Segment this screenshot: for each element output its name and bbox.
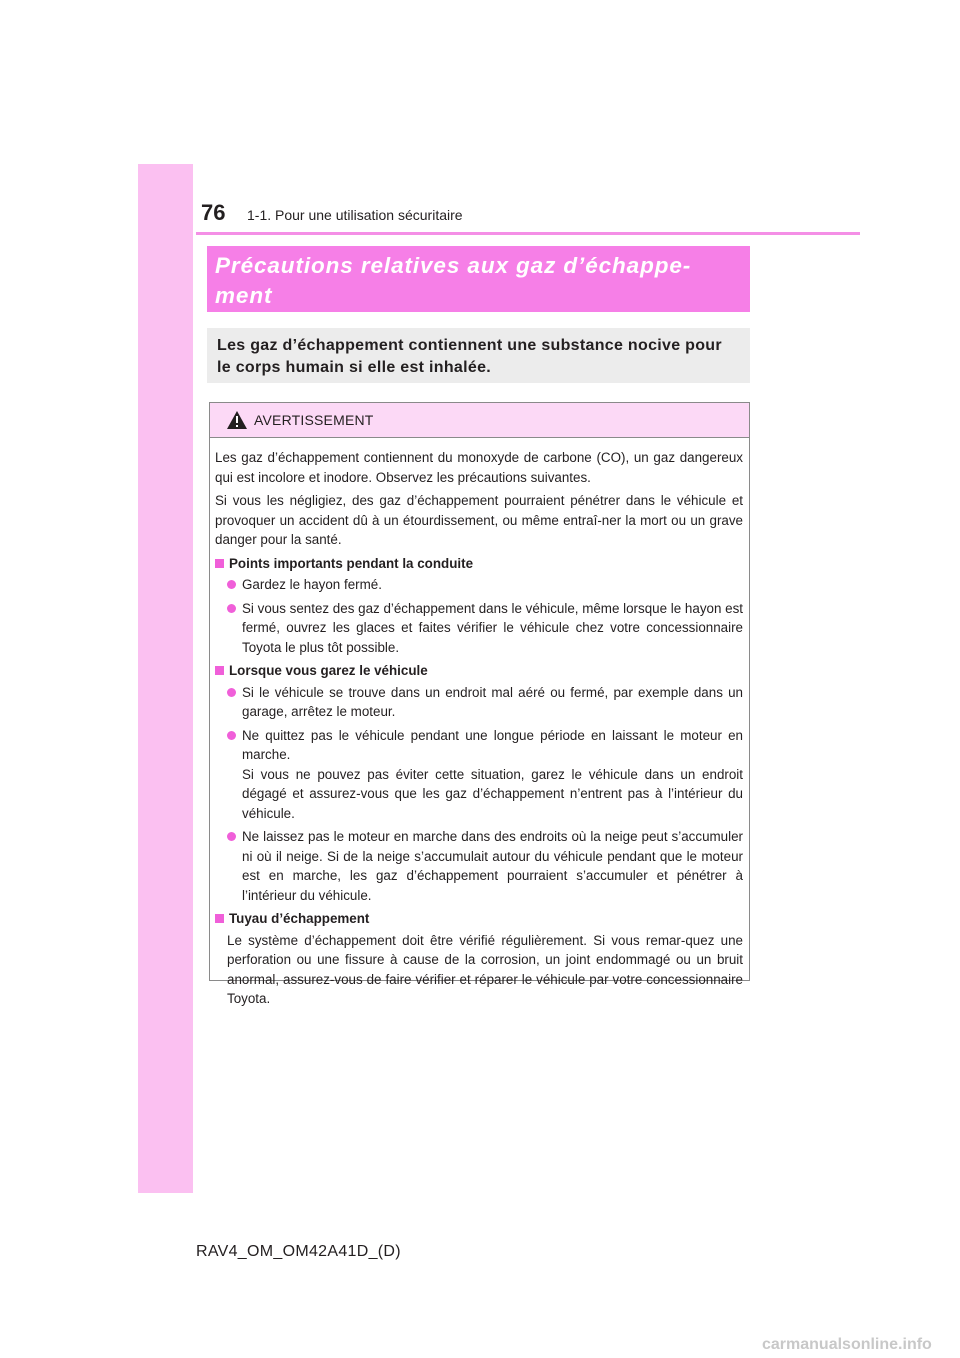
- page-title-line-2: ment: [215, 283, 273, 308]
- warning-triangle-icon: [226, 410, 248, 430]
- page-title: [207, 246, 750, 312]
- section-heading-parking-label: Lorsque vous garez le véhicule: [229, 663, 428, 678]
- bullet-dot-icon: [227, 688, 236, 697]
- bullet-dot-icon: [227, 580, 236, 589]
- bullet-dot-icon: [227, 832, 236, 841]
- bullet-text: Si vous sentez des gaz d’échappement dans le véhicule, même lorsque le hayon est fermé, ouvrez les glaces et faites vérifier le véhicule chez votre concessionnaire Toyota le plus tôt possible.: [242, 600, 743, 655]
- square-bullet-icon: [215, 559, 224, 568]
- header-rule: [196, 232, 860, 235]
- exhaust-pipe-text: Le système d’échappement doit être vérifié régulièrement. Si vous remar-quez une perforation ou une fissure à cause de la corrosion, un joint endommagé ou un bruit anormal, assurez-vous de faire vérifier et réparer le véhicule par votre concessionnaire Toyota.: [227, 932, 743, 1006]
- section-title: 1-1. Pour une utilisation sécuritaire: [247, 207, 463, 223]
- warning-header: [210, 403, 749, 438]
- section-heading-parking: [215, 661, 743, 681]
- section-heading-exhaust-label: Tuyau d’échappement: [229, 911, 370, 926]
- section-heading-driving-label: Points importants pendant la conduite: [229, 555, 474, 571]
- warning-intro-2: Si vous les négligiez, des gaz d’échappement pourraient pénétrer dans le véhicule et provoquer un accident dû à un étourdissement, ou même entraî-ner la mort ou un grave danger pour la santé.: [215, 493, 743, 547]
- bullet-text: Ne laissez pas le moteur en marche dans des endroits où la neige peut s’accumuler ni où il neige. Si de la neige s’accumulait autour du véhicule pendant que le moteur est en marche, les gaz d’échappement pourraient s’accumuler et pénétrer à l’intérieur du véhicule.: [242, 829, 743, 903]
- page-title-line-1: Précautions relatives aux gaz d’échappe-: [215, 253, 692, 278]
- square-bullet-icon: [215, 666, 224, 675]
- section-heading-driving: [215, 554, 743, 574]
- warning-label: AVERTISSEMENT: [254, 412, 374, 428]
- warning-intro-1: Les gaz d’échappement contiennent du monoxyde de carbone (CO), un gaz dangereux qui est incolore et inodore. Observez les précautions suivantes.: [215, 450, 743, 485]
- list-item: [215, 575, 743, 595]
- watermark: carmanualsonline.info: [762, 1336, 932, 1353]
- bullet-text-group: [242, 726, 743, 824]
- list-item: [215, 726, 743, 824]
- bullet-text: Ne quittez pas le véhicule pendant une longue période en laissant le moteur en marche.: [242, 727, 743, 762]
- bullet-dot-icon: [227, 731, 236, 740]
- list-item: [215, 827, 743, 905]
- bullet-text-extra: Si vous ne pouvez pas éviter cette situation, garez le véhicule dans un endroit dégagé et assurez-vous que les gaz d’échappement n’entrent pas à l’intérieur du véhicule.: [242, 766, 743, 821]
- chapter-side-tab: [138, 164, 193, 1193]
- intro-line-1: Les gaz d’échappement contiennent une substance nocive pour: [217, 337, 722, 354]
- warning-box: [209, 402, 750, 1006]
- warning-body: [210, 438, 749, 1009]
- page-number: 76: [201, 200, 226, 225]
- list-item: [215, 683, 743, 722]
- intro-summary: [207, 328, 750, 383]
- section-heading-exhaust-pipe: [215, 909, 743, 929]
- square-bullet-icon: [215, 914, 224, 923]
- bullet-dot-icon: [227, 604, 236, 613]
- list-item: [215, 599, 743, 658]
- bullet-text: Si le véhicule se trouve dans un endroit mal aéré ou fermé, par exemple dans un garage, arrêtez le moteur.: [242, 684, 743, 719]
- bullet-text: Gardez le hayon fermé.: [242, 577, 382, 592]
- document-code: RAV4_OM_OM42A41D_(D): [196, 1243, 401, 1260]
- intro-line-2: le corps humain si elle est inhalée.: [217, 359, 492, 376]
